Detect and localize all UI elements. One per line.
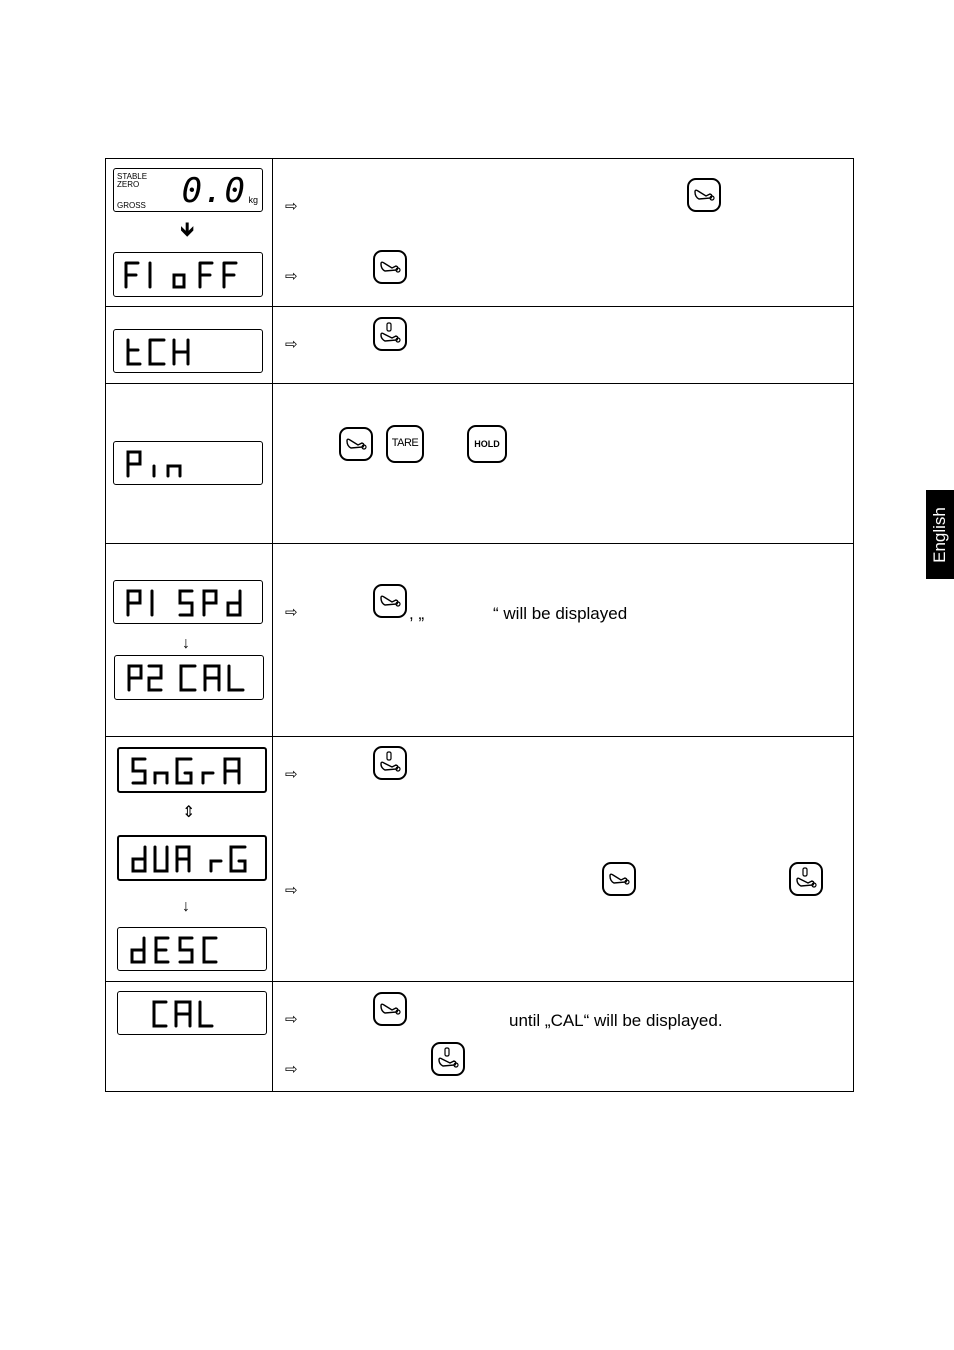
- bullet-arrow-icon: ⇨: [285, 766, 298, 783]
- segment-display-cal: [117, 991, 267, 1035]
- bullet-arrow-icon: ⇨: [285, 1011, 298, 1028]
- instruction-text: “ will be displayed: [493, 604, 628, 623]
- print-key-icon[interactable]: [789, 862, 823, 896]
- arrow-down-icon: 🡻: [180, 219, 195, 241]
- segment-text-cal: [148, 998, 267, 1030]
- segment-text-p2cal: [123, 662, 255, 694]
- tare-key[interactable]: [386, 425, 424, 463]
- instruction-text: until „CAL“ will be displayed.: [509, 1011, 723, 1030]
- display-cell: [106, 982, 273, 1092]
- print-key-icon[interactable]: [373, 317, 407, 351]
- arrow-down-icon: ↓: [182, 898, 190, 915]
- segment-display-sngra: [117, 747, 267, 793]
- instruction-cell: [273, 159, 854, 307]
- display-cell: [106, 159, 273, 307]
- instruction-cell: [273, 737, 854, 982]
- unit-key-icon[interactable]: [687, 178, 721, 212]
- bullet-arrow-icon: ⇨: [285, 268, 298, 285]
- instruction-cell: [273, 307, 854, 384]
- display-cell: [106, 384, 273, 544]
- bullet-arrow-icon: ⇨: [285, 198, 298, 215]
- table-row: [106, 159, 854, 307]
- unit-key-icon[interactable]: [373, 250, 407, 284]
- instruction-text: , „: [409, 604, 425, 623]
- table-row: [106, 544, 854, 737]
- print-key-icon[interactable]: [431, 1042, 465, 1076]
- segment-text-duarg: [127, 843, 259, 875]
- procedure-table: [105, 158, 854, 1092]
- tare-key-label: TARE: [391, 437, 419, 449]
- hold-key-label: HOLD: [474, 439, 500, 449]
- instruction-cell: [273, 384, 854, 544]
- segment-display-duarg: [117, 835, 267, 881]
- instruction-cell: [273, 982, 854, 1092]
- segment-text-p1spd: [122, 587, 254, 619]
- bullet-arrow-icon: ⇨: [285, 336, 298, 353]
- table-row: [106, 307, 854, 384]
- segment-text-tch: [122, 336, 254, 368]
- arrow-down-icon: ↓: [182, 635, 190, 652]
- unit-key-icon[interactable]: [339, 427, 373, 461]
- bullet-arrow-icon: ⇨: [285, 1061, 298, 1078]
- instruction-cell: [273, 544, 854, 737]
- hold-key[interactable]: [467, 425, 507, 463]
- segment-text-desc: [126, 934, 258, 966]
- unit-key-icon[interactable]: [602, 862, 636, 896]
- weight-value: 0.0: [181, 171, 246, 211]
- table-row: [106, 384, 854, 544]
- segment-display-tch: [113, 329, 263, 373]
- segment-display-desc: [117, 927, 267, 971]
- bullet-arrow-icon: ⇨: [285, 604, 298, 621]
- display-cell: [106, 544, 273, 737]
- gross-indicator: GROSS: [117, 201, 146, 210]
- language-tab-label: English: [930, 506, 949, 563]
- segment-text-f1off: [122, 259, 254, 291]
- segment-display-f1off: [113, 252, 263, 297]
- display-cell: [106, 737, 273, 982]
- segment-display-p2cal: [114, 655, 264, 700]
- unit-key-icon[interactable]: [373, 992, 407, 1026]
- zero-indicator: ZERO: [117, 180, 140, 189]
- stable-indicator: STABLE: [117, 172, 148, 181]
- table-row: [106, 737, 854, 982]
- table-row: [106, 982, 854, 1092]
- weight-unit: kg: [248, 195, 258, 205]
- language-tab: [926, 490, 954, 579]
- unit-key-icon[interactable]: [373, 584, 407, 618]
- arrow-updown-icon: ⇕: [182, 804, 196, 821]
- weight-display: [113, 168, 263, 212]
- segment-text-sngra: [127, 755, 259, 787]
- display-cell: [106, 307, 273, 384]
- segment-display-pin: [113, 441, 263, 485]
- print-key-icon[interactable]: [373, 746, 407, 780]
- segment-text-pin: [122, 448, 254, 480]
- bullet-arrow-icon: ⇨: [285, 882, 298, 899]
- segment-display-p1spd: [113, 580, 263, 624]
